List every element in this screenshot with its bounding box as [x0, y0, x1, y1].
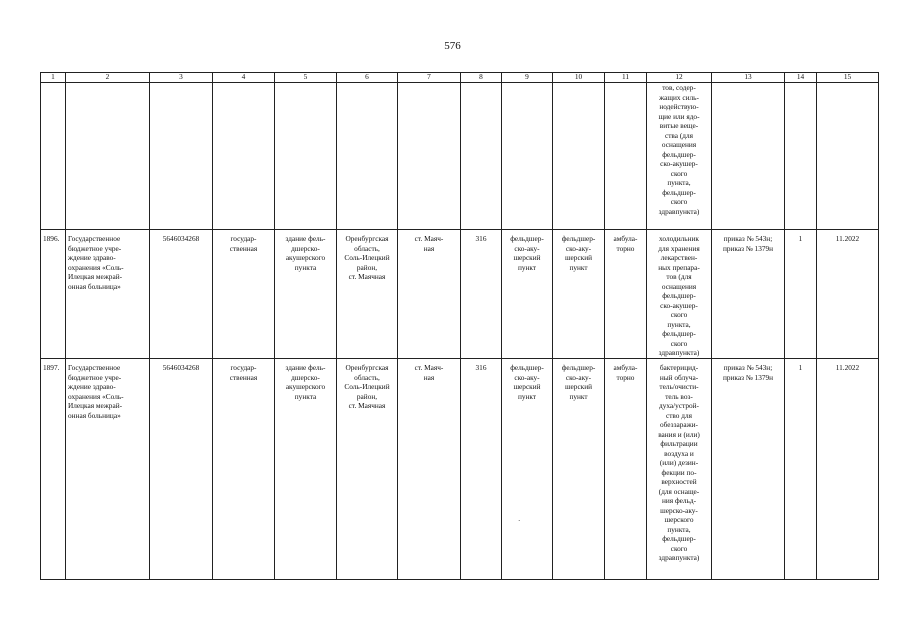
row-number-cell: 1896.: [41, 230, 66, 359]
care-type-cell: амбула- торно: [605, 359, 647, 580]
registry-table: [40, 72, 879, 580]
quantity-cell: 1: [785, 359, 817, 580]
population-cell: 316: [461, 359, 502, 580]
date-cell: 11.2022: [817, 230, 879, 359]
page-number: 576: [444, 40, 461, 52]
order-cell: приказ № 543н; приказ № 1379н: [712, 359, 785, 580]
column-number-row: [41, 73, 879, 83]
column-header: 13: [712, 73, 785, 83]
unit-name-cell: фельдшер- ско-аку- шерский пункт: [553, 359, 605, 580]
organization-cell: Государственное бюджетное учре- ждение здраво- охранения «Соль- Илецкая межрай- онная больница»: [66, 359, 150, 580]
quantity-cell: 1: [785, 230, 817, 359]
population-cell: 316: [461, 230, 502, 359]
ownership-cell: государ- ственная: [213, 230, 275, 359]
row-number-cell: 1897.: [41, 359, 66, 580]
ownership-cell: государ- ственная: [213, 359, 275, 580]
date-cell: 11.2022: [817, 359, 879, 580]
address-cell: Оренбургская область, Соль-Илецкий район, ст. Маячная: [337, 359, 398, 580]
equipment-cell: бактерицид- ный облуча- тель/очисти- тель воз- духа/устрой- ство для обеззаражи- вания и (или) фильтрации воздуха и (или) дезин- фекции по- верхностей (для оснаще- ния фельд- шерско-аку- шерского пункта, фельдшер- ского здравпункта): [647, 359, 712, 580]
column-header: 10: [553, 73, 605, 83]
column-header: 7: [398, 73, 461, 83]
building-cell: здание фель- дшерско- акушерского пункта: [275, 230, 337, 359]
column-header: 4: [213, 73, 275, 83]
unit-type-cell: фельдшер- ско-аку- шерский пункт: [502, 359, 553, 580]
organization-cell: Государственное бюджетное учре- ждение здраво- охранения «Соль- Илецкая межрай- онная больница»: [66, 230, 150, 359]
inn-cell: 5646034268: [150, 230, 213, 359]
table-row: [41, 359, 879, 580]
column-header: 11: [605, 73, 647, 83]
equipment-cell: холодильник для хранения лекарствен- ных препара- тов (для оснащения фельдшер- ско-акушер- ского пункта, фельдшер- ского здравпункта): [647, 230, 712, 359]
column-header: 2: [66, 73, 150, 83]
order-cell: приказ № 543н; приказ № 1379н: [712, 230, 785, 359]
building-cell: здание фель- дшерско- акушерского пункта: [275, 359, 337, 580]
address-cell: Оренбургская область, Соль-Илецкий район, ст. Маячная: [337, 230, 398, 359]
column-header: 14: [785, 73, 817, 83]
table-row-continued: [41, 83, 879, 230]
settlement-cell: ст. Маяч- ная: [398, 230, 461, 359]
equipment-cell: тов, содер- жащих силь- нодействую- щие или ядо- витые веще- ства (для оснащения фельдшер- ско-акушер- ского пункта, фельдшер- ского здравпункта): [647, 83, 712, 230]
column-header: 12: [647, 73, 712, 83]
unit-name-cell: фельдшер- ско-аку- шерский пункт: [553, 230, 605, 359]
scan-mark: ·: [518, 517, 521, 525]
column-header: 1: [41, 73, 66, 83]
column-header: 3: [150, 73, 213, 83]
inn-cell: 5646034268: [150, 359, 213, 580]
care-type-cell: амбула- торно: [605, 230, 647, 359]
table-row: [41, 230, 879, 359]
column-header: 8: [461, 73, 502, 83]
unit-type-cell: фельдшер- ско-аку- шерский пункт: [502, 230, 553, 359]
settlement-cell: ст. Маяч- ная: [398, 359, 461, 580]
column-header: 6: [337, 73, 398, 83]
column-header: 15: [817, 73, 879, 83]
column-header: 5: [275, 73, 337, 83]
column-header: 9: [502, 73, 553, 83]
